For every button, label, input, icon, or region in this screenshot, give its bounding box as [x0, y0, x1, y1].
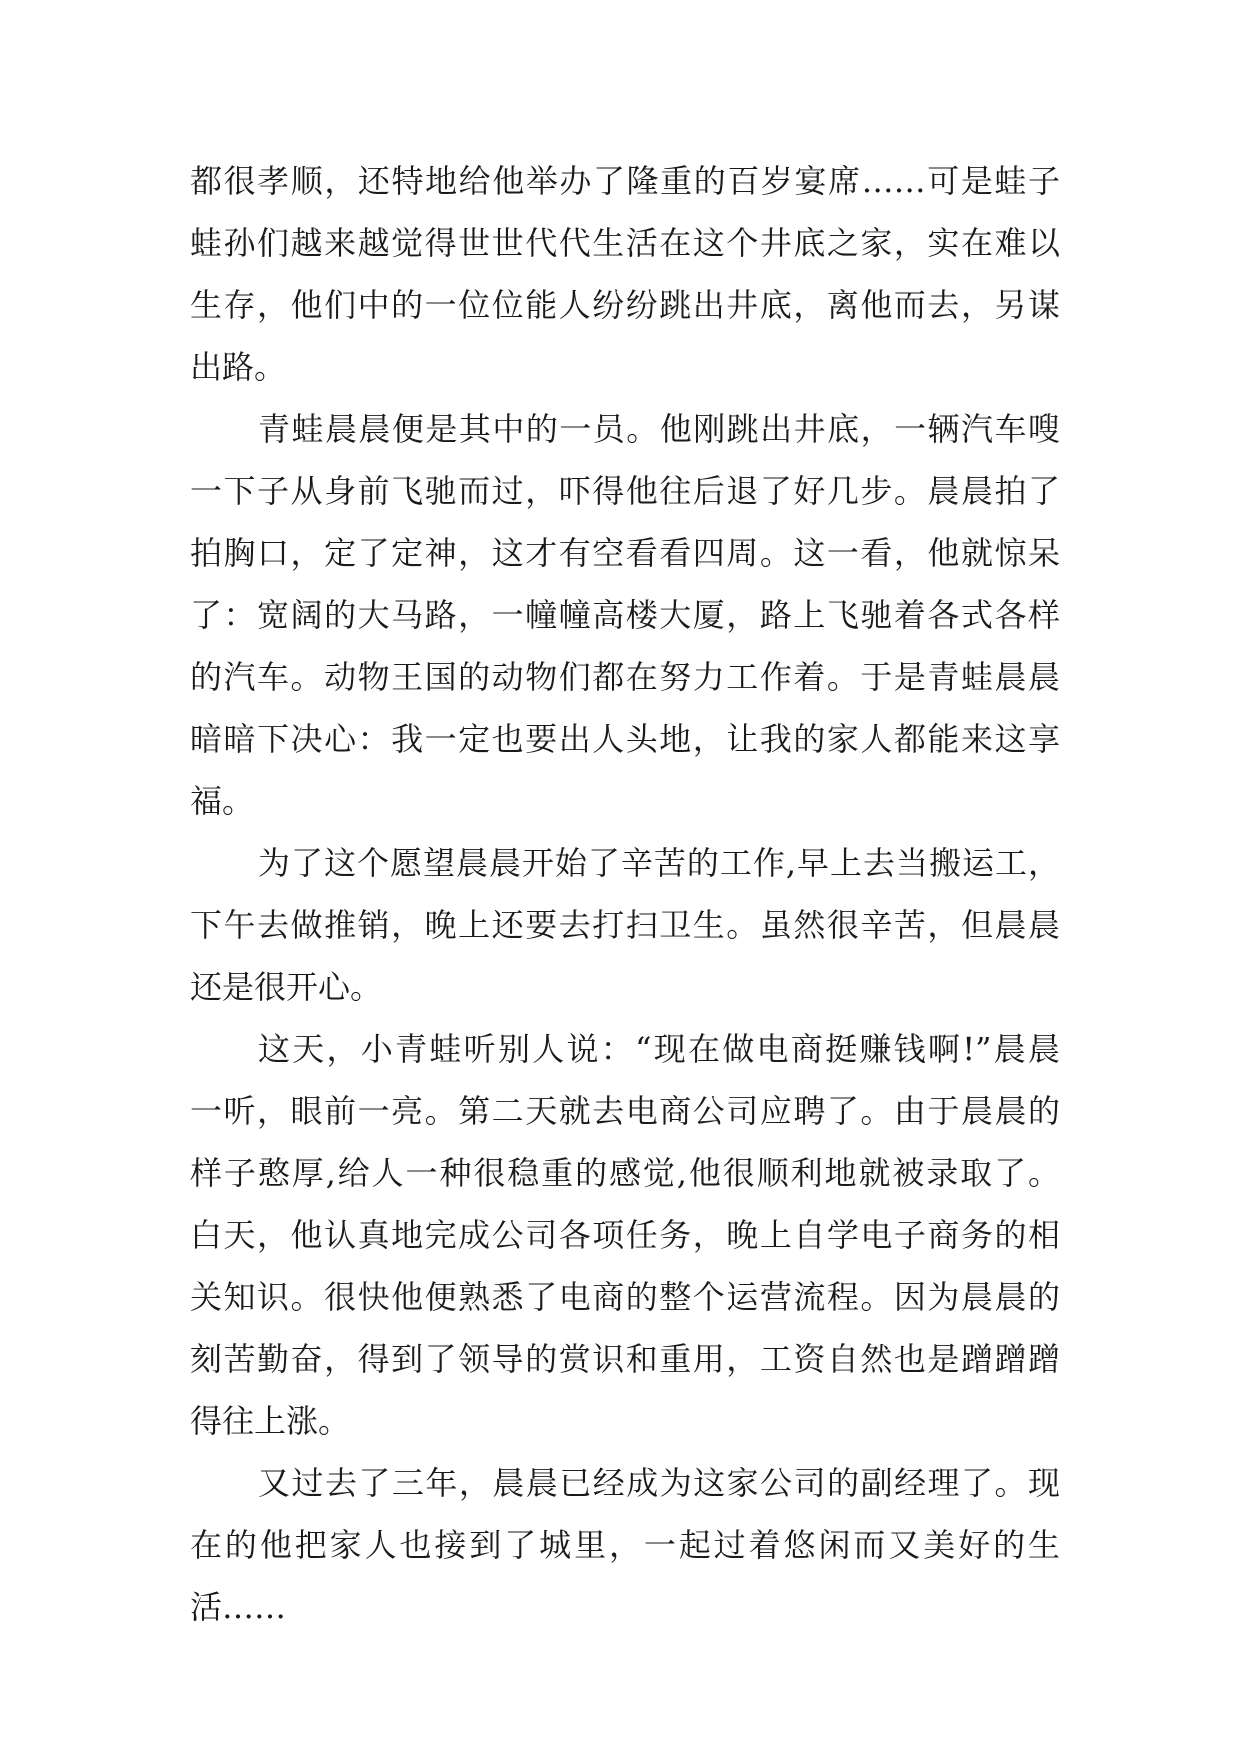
text-line: 活…… [190, 1588, 287, 1626]
paragraph-1 [190, 150, 1060, 398]
text-line: 刻苦勤奋，得到了领导的赏识和重用，工资自然也是蹭蹭蹭 [190, 1340, 1060, 1378]
paragraph-2 [190, 398, 1060, 832]
text-line: 关知识。很快他便熟悉了电商的整个运营流程。因为晨晨的 [190, 1278, 1060, 1316]
text-line: 下午去做推销，晚上还要去打扫卫生。虽然很辛苦，但晨晨 [190, 906, 1060, 944]
text-line: 样子憨厚,给人一种很稳重的感觉,他很顺利地就被录取了。 [190, 1154, 1060, 1192]
text-line: 出路。 [190, 348, 287, 386]
text-line: 又过去了三年，晨晨已经成为这家公司的副经理了。现 [258, 1464, 1060, 1502]
text-line: 了：宽阔的大马路，一幢幢高楼大厦，路上飞驰着各式各样 [190, 596, 1060, 634]
text-line: 一下子从身前飞驰而过，吓得他往后退了好几步。晨晨拍了 [190, 472, 1060, 510]
text-line: 拍胸口，定了定神，这才有空看看四周。这一看，他就惊呆 [190, 534, 1060, 572]
text-line: 蛙孙们越来越觉得世世代代生活在这个井底之家，实在难以 [190, 224, 1060, 262]
text-line: 白天，他认真地完成公司各项任务，晚上自学电子商务的相 [190, 1216, 1060, 1254]
paragraph-5 [190, 1452, 1060, 1638]
text-line: 暗暗下决心：我一定也要出人头地，让我的家人都能来这享 [190, 720, 1060, 758]
text-line: 这天，小青蛙听别人说：“现在做电商挺赚钱啊!”晨晨 [258, 1030, 1060, 1068]
text-line: 的汽车。动物王国的动物们都在努力工作着。于是青蛙晨晨 [190, 658, 1060, 696]
text-line: 一听，眼前一亮。第二天就去电商公司应聘了。由于晨晨的 [190, 1092, 1060, 1130]
text-line: 生存，他们中的一位位能人纷纷跳出井底，离他而去，另谋 [190, 286, 1060, 324]
text-line: 为了这个愿望晨晨开始了辛苦的工作,早上去当搬运工， [258, 844, 1060, 882]
story-text [190, 150, 1060, 1638]
paragraph-4 [190, 1018, 1060, 1452]
text-line: 青蛙晨晨便是其中的一员。他刚跳出井底，一辆汽车嗖 [258, 410, 1060, 448]
text-line: 得往上涨。 [190, 1402, 351, 1440]
paragraph-3 [190, 832, 1060, 1018]
text-line: 福。 [190, 782, 255, 820]
text-line: 还是很开心。 [190, 968, 383, 1006]
text-line: 都很孝顺，还特地给他举办了隆重的百岁宴席……可是蛙子 [190, 162, 1060, 200]
text-line: 在的他把家人也接到了城里，一起过着悠闲而又美好的生 [190, 1526, 1060, 1564]
